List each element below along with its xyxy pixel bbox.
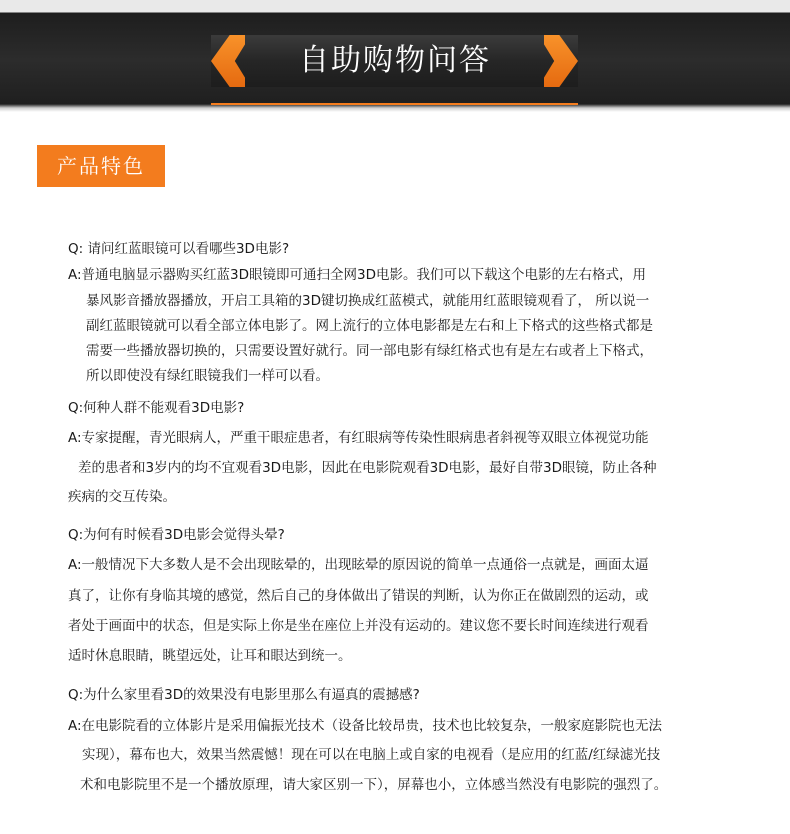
faq-answer-line: 疾病的交互传染。 <box>68 489 176 505</box>
faq-answer-line: 真了，让你有身临其境的感觉，然后自己的身体做出了错误的判断，认为你正在做剧烈的运动，或 <box>68 588 649 604</box>
faq-answer-line: 需要一些播放器切换的，只需要设置好就行。同一部电影有绿红格式也有是左右或者上下格式， <box>86 343 653 359</box>
faq-answer-line: A:在电影院看的立体影片是采用偏振光技术（设备比较昂贵，技术也比较复杂，一般家庭影院也无法 <box>68 718 663 734</box>
faq-question: Q: 请问红蓝眼镜可以看哪些3D电影? <box>68 241 290 257</box>
faq-answer-line: 适时休息眼睛，眺望远处，让耳和眼达到统一。 <box>68 648 352 664</box>
faq-answer-line: 者处于画面中的状态，但是实际上你是坐在座位上并没有运动的。建议您不要长时间连续进行观看 <box>68 618 649 634</box>
section-label: 产品特色 <box>37 145 165 187</box>
faq-answer-line: 副红蓝眼镜就可以看全部立体电影了。网上流行的立体电影都是左右和上下格式的这些格式都是 <box>86 318 653 334</box>
page-title: 自助购物问答 <box>299 43 491 78</box>
faq-answer-line: A:普通电脑显示器购买红蓝3D眼镜即可通扫全网3D电影。我们可以下载这个电影的左右格式，用 <box>68 267 647 283</box>
faq-question: Q:为什么家里看3D的效果没有电影里那么有逼真的震撼感? <box>68 687 420 703</box>
faq-question: Q:何种人群不能观看3D电影? <box>68 400 245 416</box>
faq-answer-line: 差的患者和3岁内的均不宜观看3D电影，因此在电影院观看3D电影，最好自带3D眼镜，防止各种 <box>78 460 657 476</box>
faq-answer-line: A:专家提醒，青光眼病人，严重干眼症患者，有红眼病等传染性眼病患者斜视等双眼立体视觉功能 <box>68 430 649 446</box>
faq-question: Q:为何有时候看3D电影会觉得头晕? <box>68 527 285 543</box>
faq-answer-line: A:一般情况下大多数人是不会出现眩晕的，出现眩晕的原因说的简单一点通俗一点就是，画面太逼 <box>68 557 649 573</box>
faq-answer-line: 暴风影音播放器播放，开启工具箱的3D键切换成红蓝模式，就能用红蓝眼镜观看了， 所以说一 <box>86 293 650 309</box>
faq-answer-line: 所以即使没有绿红眼镜我们一样可以看。 <box>86 368 329 384</box>
faq-answer-line: 实现），幕布也大，效果当然震憾！现在可以在电脑上或自家的电视看（是应用的红蓝/红绿滤光技 <box>82 747 661 763</box>
title-underline <box>211 103 578 105</box>
faq-answer-line: 术和电影院里不是一个播放原理，请大家区别一下），屏幕也小，立体感当然没有电影院的强烈了。 <box>80 777 668 793</box>
